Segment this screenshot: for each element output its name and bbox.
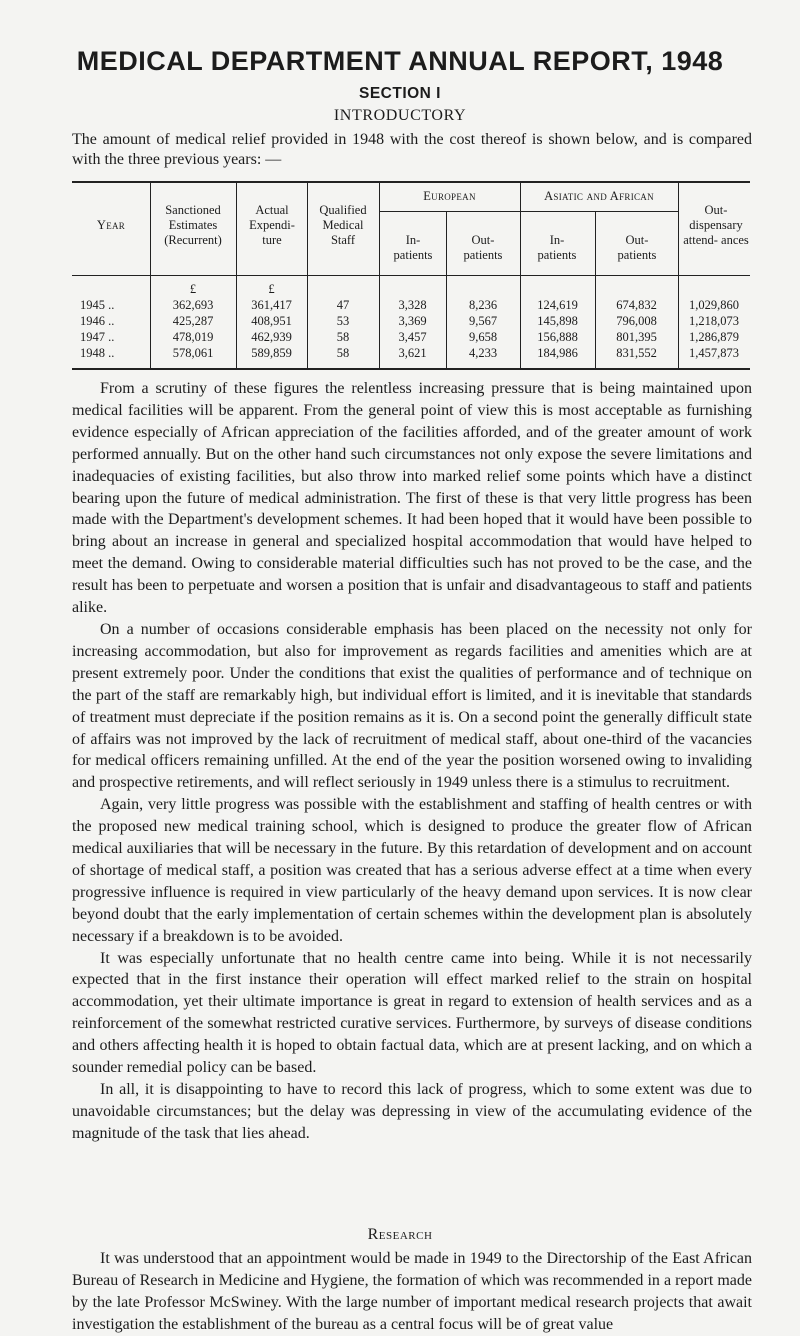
header-dispensary: Out- dispensary attend- ances	[683, 203, 749, 247]
research-paragraph: It was understood that an appointment would be made in 1949 to the Directorship of the East African Bureau of Research in Medicine and Hygiene, the formation of which was recommended in a report made by the late Professor McSwiney. With the large number of important medical research projects that await investigation the establishment of the bureau as a central focus will be of great value	[72, 1250, 752, 1333]
cell-aa-in: 124,619	[537, 298, 578, 312]
cell-aa-in: 156,888	[537, 330, 578, 344]
cell-eu-in: 3,621	[398, 346, 427, 360]
intro-paragraph: The amount of medical relief provided in 1948 with the cost thereof is shown below, and is compared with the three previous years: —	[72, 131, 752, 168]
cell-eu-out: 4,233	[468, 346, 498, 360]
table-row	[72, 313, 750, 329]
research-heading: Research	[367, 1226, 433, 1243]
table-row	[72, 345, 750, 361]
table-top-rule	[72, 181, 750, 183]
cell-eu-in: 3,369	[398, 314, 427, 328]
paragraph: Again, very little progress was possible with the establishment and staffing of health centres or with the proposed new medical training school, which is designed to produce the greater flow of African medical auxiliaries that will be necessary in the future. By this retardation of development and on account of shortage of medical staff, a position was created that has a serious adverse effect at a time when every progressive influence is required in view particularly of the heavy demand upon services. It is now clear beyond doubt that the early implementation of certain schemes within the development plan is absolutely necessary if a breakdown is to be avoided.	[72, 796, 752, 945]
header-staff: Qualified Medical Staff	[319, 203, 367, 247]
paragraph: It was especially unfortunate that no health centre came into being. While it is not necessarily expected that in the first instance their operation will effect marked relief to the strain on hospital accommodation, yet their ultimate importance is great in regard to extension of health services and as a reinforcement of the somewhat restricted curative services. Furthermore, by surveys of disease conditions and others affecting health it is hoped to obtain factual data, which are at present lacking, and on which a sounder remedial policy can be based.	[72, 949, 752, 1077]
cell-staff: 47	[336, 298, 350, 312]
cell-sanctioned: 425,287	[172, 314, 214, 328]
table-row	[72, 329, 750, 345]
header-year: Year	[96, 218, 126, 232]
header-european: European	[423, 189, 476, 203]
cell-sanctioned: 578,061	[172, 346, 214, 360]
header-eu-outpatients: Out- patients	[463, 233, 503, 262]
cell-aa-out: 674,832	[616, 298, 657, 312]
cell-eu-out: 9,567	[468, 314, 498, 328]
cell-aa-out: 831,552	[616, 346, 657, 360]
cell-aa-in: 184,986	[537, 346, 578, 360]
currency-symbol: £	[189, 282, 197, 296]
header-aa-outpatients: Out- patients	[617, 233, 657, 262]
cell-staff: 58	[336, 346, 350, 360]
paragraph: From a scrutiny of these figures the relentless increasing pressure that is being maintained upon medical facilities will be apparent. From the general point of view this is most acceptable as furnishing evidence especially of African appreciation of the facilities afforded, and of the greater amount of work performed annually. But on the other hand such circumstances not only expose the severe limitations and inadequacies of existing facilities, but also throw into marked relief some points which have a distinct bearing upon the future of medical administration. The first of these is that very little progress has been made with the Department's development schemes. It had been hoped that it would have been possible to bring about an increase in general and specialized hospital accommodation that would have helped to meet the demand. Owing to considerable material difficulties such has not proved to be the case, and the result has been to perpetuate and worsen a position that is unfair and disadvantageous to staff and patients alike.	[72, 380, 752, 617]
cell-dispensary: 1,218,073	[689, 314, 739, 328]
header-sanctioned: Sanctioned Estimates (Recurrent)	[164, 203, 222, 247]
cell-eu-out: 9,658	[468, 330, 498, 344]
cell-aa-out: 801,395	[616, 330, 657, 344]
paragraph: In all, it is disappointing to have to record this lack of progress, which to some extent was due to unavoidable circumstances; but the delay was depressing in view of the accumulating evidence of the magnitude of the task that lies ahead.	[72, 1081, 752, 1142]
cell-aa-in: 145,898	[537, 314, 578, 328]
research-section	[72, 1248, 752, 1336]
table-bottom-rule	[72, 368, 750, 370]
cell-eu-in: 3,328	[398, 298, 427, 312]
header-asiatic-african: Asiatic and African	[544, 189, 654, 203]
table-group-rule	[379, 211, 678, 212]
cell-eu-out: 8,236	[468, 298, 498, 312]
cell-dispensary: 1,457,873	[689, 346, 739, 360]
cell-actual: 408,951	[251, 314, 292, 328]
cell-year: 1946 ..	[80, 314, 115, 328]
section-heading: SECTION I	[358, 85, 441, 102]
cell-year: 1947 ..	[80, 330, 115, 344]
cell-actual: 462,939	[251, 330, 292, 344]
subtitle-heading: INTRODUCTORY	[333, 107, 467, 124]
cell-sanctioned: 478,019	[172, 330, 214, 344]
header-eu-inpatients: In- patients	[393, 233, 433, 262]
cell-staff: 53	[336, 314, 350, 328]
cell-sanctioned: 362,693	[172, 298, 214, 312]
relief-table	[72, 181, 750, 371]
cell-staff: 58	[336, 330, 350, 344]
body-paragraphs	[72, 378, 752, 1145]
cell-actual: 589,859	[251, 346, 292, 360]
header-actual: Actual Expendi- ture	[249, 203, 295, 247]
table-header-rule	[72, 275, 750, 276]
cell-actual: 361,417	[251, 298, 292, 312]
cell-year: 1948 ..	[80, 346, 115, 360]
header-aa-inpatients: In- patients	[537, 233, 577, 262]
paragraph: On a number of occasions considerable emphasis has been placed on the necessity not only for increasing accommodation, but also for improvement as regards facilities and amenities which are at present extremely poor. Under the conditions that exist the qualities of performance and of technique on the part of the staff are remarkably high, but individual effort is limited, and it is inevitable that standards of treatment must depreciate if the position remains as it is. On a second point the generally difficult state of affairs was not improved by the lack of recruitment of medical staff, about one-third of the vacancies for medical officers remaining unfilled. At the end of the year the position worsened owing to invaliding and prospective retirements, and will reflect seriously in 1949 unless there is a stimulus to recruitment.	[72, 620, 752, 792]
cell-dispensary: 1,286,879	[689, 330, 739, 344]
report-title: MEDICAL DEPARTMENT ANNUAL REPORT, 1948	[76, 46, 724, 76]
cell-year: 1945 ..	[80, 298, 115, 312]
cell-aa-out: 796,008	[616, 314, 657, 328]
table-row	[72, 297, 750, 313]
currency-symbol: £	[268, 282, 275, 296]
cell-eu-in: 3,457	[398, 330, 427, 344]
cell-dispensary: 1,029,860	[689, 298, 739, 312]
